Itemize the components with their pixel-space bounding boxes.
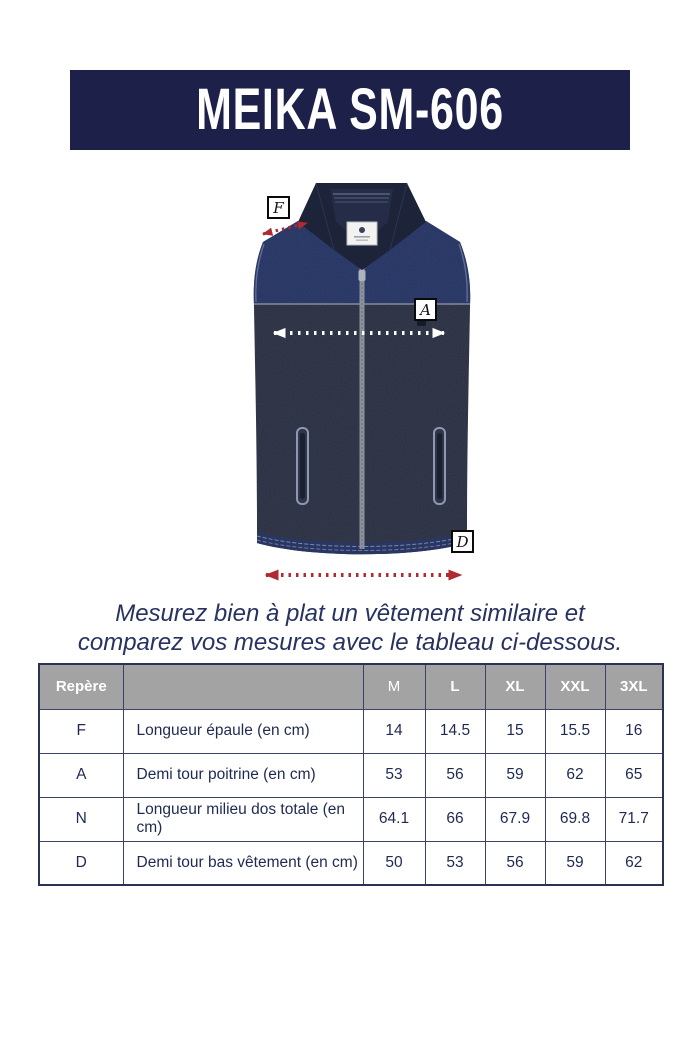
cell-label: Longueur épaule (en cm) bbox=[123, 709, 363, 753]
cell-value: 16 bbox=[605, 709, 663, 753]
size-table bbox=[38, 663, 664, 886]
vest-zipper bbox=[359, 267, 366, 549]
cell-value: 53 bbox=[363, 753, 425, 797]
cell-code: N bbox=[39, 797, 123, 841]
product-banner bbox=[70, 70, 630, 150]
vest-measurement-diagram bbox=[230, 170, 480, 595]
cell-label: Demi tour poitrine (en cm) bbox=[123, 753, 363, 797]
cell-value: 66 bbox=[425, 797, 485, 841]
cell-value: 62 bbox=[605, 841, 663, 885]
table-row-f bbox=[39, 709, 663, 753]
instruction-line-1: Mesurez bien à plat un vêtement similaire et bbox=[115, 600, 585, 627]
cell-code: D bbox=[39, 841, 123, 885]
table-row-n bbox=[39, 797, 663, 841]
product-title: MEIKA SM-606 bbox=[196, 77, 504, 142]
cell-value: 56 bbox=[485, 841, 545, 885]
brand-label-tag bbox=[347, 222, 377, 245]
size-table-header-row bbox=[39, 664, 663, 709]
cell-label: Demi tour bas vêtement (en cm) bbox=[123, 841, 363, 885]
cell-value: 69.8 bbox=[545, 797, 605, 841]
cell-code: A bbox=[39, 753, 123, 797]
cell-value: 14.5 bbox=[425, 709, 485, 753]
col-header-size-l: L bbox=[425, 664, 485, 709]
cell-value: 62 bbox=[545, 753, 605, 797]
cell-value: 59 bbox=[485, 753, 545, 797]
cell-value: 64.1 bbox=[363, 797, 425, 841]
cell-value: 59 bbox=[545, 841, 605, 885]
col-header-size-xl: XL bbox=[485, 664, 545, 709]
cell-value: 15.5 bbox=[545, 709, 605, 753]
cell-value: 71.7 bbox=[605, 797, 663, 841]
col-header-size-m: M bbox=[363, 664, 425, 709]
measure-instruction bbox=[0, 599, 700, 657]
vest-illustration bbox=[230, 170, 480, 595]
cell-value: 65 bbox=[605, 753, 663, 797]
table-row-d bbox=[39, 841, 663, 885]
cell-value: 67.9 bbox=[485, 797, 545, 841]
instruction-line-2: comparez vos mesures avec le tableau ci-dessous. bbox=[77, 629, 623, 656]
cell-label: Longueur milieu dos totale (en cm) bbox=[123, 797, 363, 841]
col-header-description bbox=[123, 664, 363, 709]
svg-text:F: F bbox=[273, 199, 284, 217]
col-header-size-3xl: 3XL bbox=[605, 664, 663, 709]
measure-label-d bbox=[452, 531, 473, 552]
cell-value: 50 bbox=[363, 841, 425, 885]
svg-text:D: D bbox=[456, 533, 469, 551]
svg-text:A: A bbox=[420, 301, 431, 319]
cell-code: F bbox=[39, 709, 123, 753]
measure-label-a bbox=[415, 299, 436, 320]
cell-value: 14 bbox=[363, 709, 425, 753]
table-row-a bbox=[39, 753, 663, 797]
cell-value: 15 bbox=[485, 709, 545, 753]
measure-label-f bbox=[268, 197, 289, 218]
cell-value: 56 bbox=[425, 753, 485, 797]
col-header-size-xxl: XXL bbox=[545, 664, 605, 709]
cell-value: 53 bbox=[425, 841, 485, 885]
col-header-repere: Repère bbox=[39, 664, 123, 709]
